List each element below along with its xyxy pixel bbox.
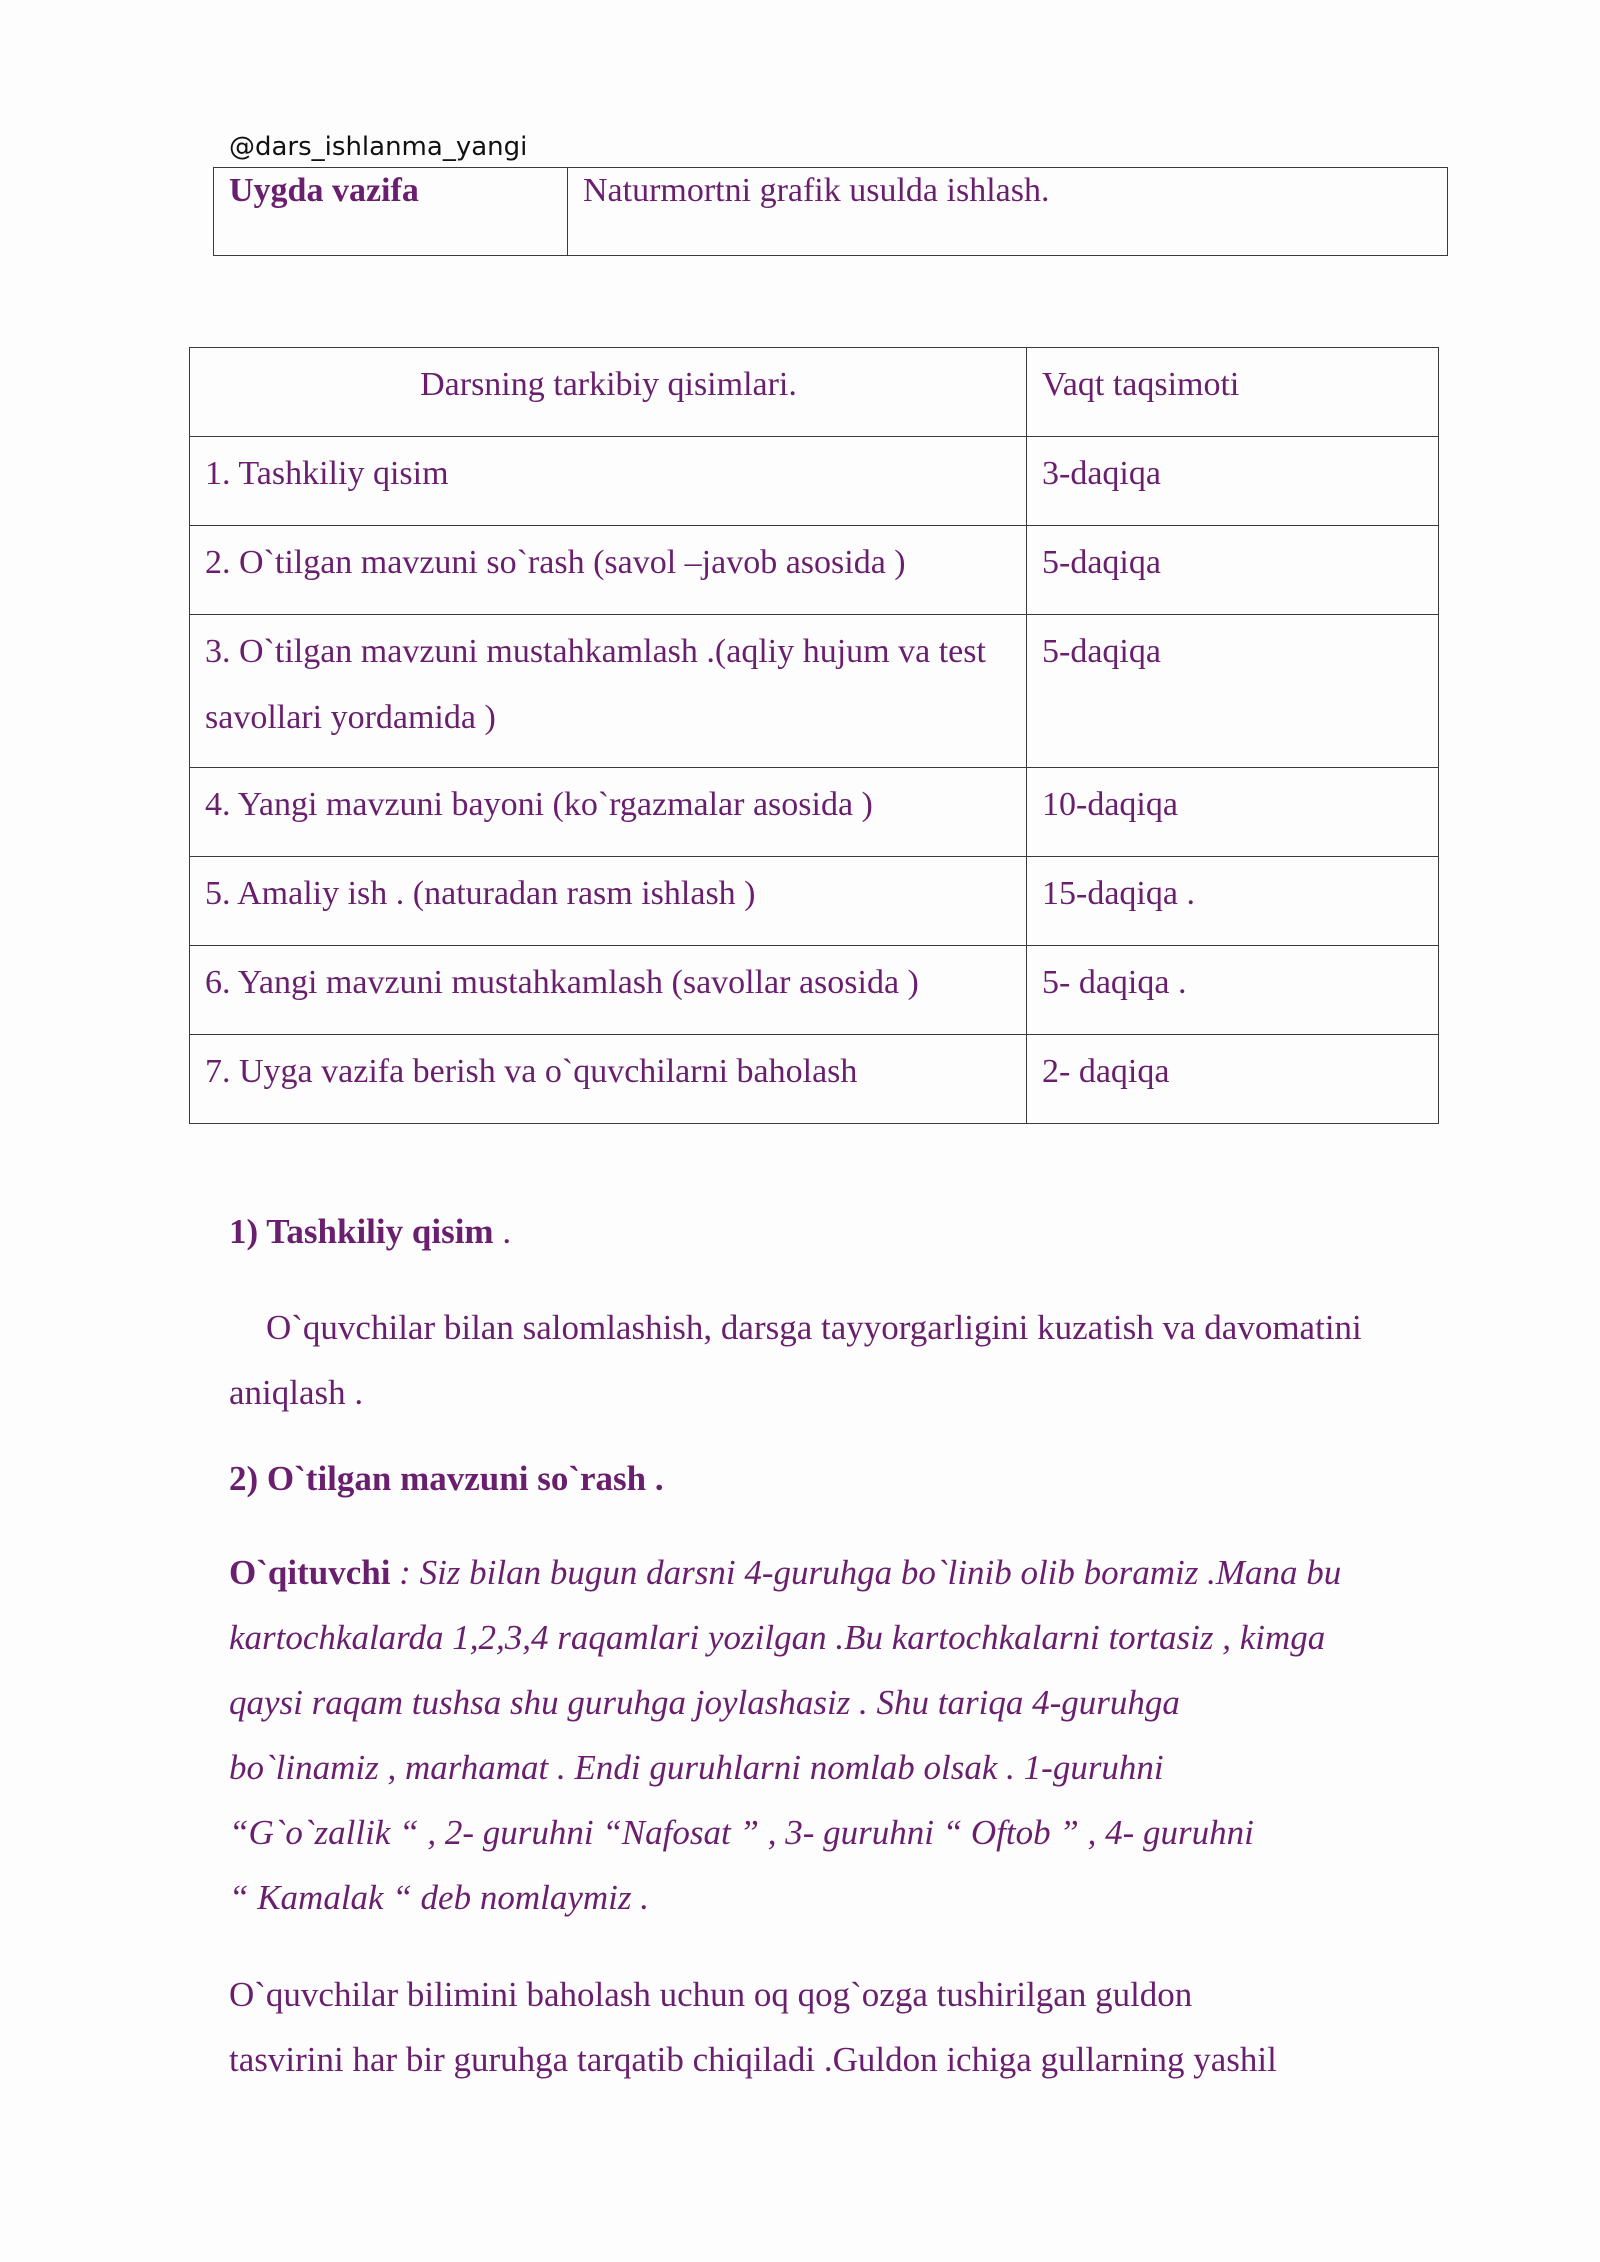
para2-line-1: O`quvchilar bilimini baholash uchun oq qog`ozga tushirilgan guldon — [229, 1975, 1193, 2014]
homework-label: Uygda vazifa — [214, 168, 568, 256]
section2-heading: 2) O`tilgan mavzuni so`rash . — [229, 1459, 664, 1498]
row-time: 5-daqiqa — [1027, 526, 1439, 615]
speech-line-5: “G`o`zallik “ , 2- guruhni “Nafosat ” , 3- guruhni “ Oftob ” , 4- guruhni — [229, 1813, 1254, 1852]
row-time: 5- daqiqa . — [1027, 946, 1439, 1035]
row-part: 2. O`tilgan mavzuni so`rash (savol –javob asosida ) — [190, 526, 1027, 615]
table-row — [190, 946, 1439, 1035]
speaker-label: O`qituvchi — [229, 1553, 391, 1592]
row-time: 5-daqiqa — [1027, 615, 1439, 768]
watermark: @dars_ishlanma_yangi — [229, 132, 528, 162]
speech-line-6: “ Kamalak “ deb nomlaymiz . — [229, 1878, 649, 1917]
speech-line-4: bo`linamiz , marhamat . Endi guruhlarni nomlab olsak . 1-guruhni — [229, 1748, 1164, 1787]
homework-table — [213, 167, 1448, 256]
section1-heading-text: 1) Tashkiliy qisim — [229, 1212, 494, 1251]
section1-heading-suffix: . — [493, 1212, 512, 1251]
table-row — [190, 857, 1439, 946]
speech-line-1: : Siz bilan bugun darsni 4-guruhga bo`linib olib boramiz .Mana bu — [390, 1553, 1342, 1592]
homework-value: Naturmortni grafik usulda ishlash. — [568, 168, 1448, 256]
row-time: 10-daqiqa — [1027, 768, 1439, 857]
section1-line-2: aniqlash . — [229, 1373, 364, 1412]
table-row — [190, 768, 1439, 857]
table-row — [190, 526, 1439, 615]
row-part: 6. Yangi mavzuni mustahkamlash (savollar asosida ) — [190, 946, 1027, 1035]
row-part: 3. O`tilgan mavzuni mustahkamlash .(aqliy hujum va test savollari yordamida ) — [190, 615, 1027, 768]
row-time: 15-daqiqa . — [1027, 857, 1439, 946]
column-header-parts: Darsning tarkibiy qisimlari. — [190, 348, 1027, 437]
table-row — [190, 1035, 1439, 1124]
lesson-plan-table — [189, 347, 1439, 1124]
row-time: 2- daqiqa — [1027, 1035, 1439, 1124]
table-row — [214, 168, 1448, 256]
table-row — [190, 437, 1439, 526]
row-part: 4. Yangi mavzuni bayoni (ko`rgazmalar asosida ) — [190, 768, 1027, 857]
table-header-row — [190, 348, 1439, 437]
speech-line-3: qaysi raqam tushsa shu guruhga joylashasiz . Shu tariqa 4-guruhga — [229, 1683, 1180, 1722]
table-row — [190, 615, 1439, 768]
row-part: 5. Amaliy ish . (naturadan rasm ishlash ) — [190, 857, 1027, 946]
section1-heading — [229, 1212, 511, 1252]
section1-paragraph — [229, 1295, 1484, 1425]
para2-line-2: tasvirini har bir guruhga tarqatib chiqiladi .Guldon ichiga gullarning yashil — [229, 2040, 1277, 2079]
section2-paragraph-2 — [229, 1962, 1484, 2092]
section1-line-1: O`quvchilar bilan salomlashish, darsga tayyorgarligini kuzatish va davomatini — [266, 1308, 1362, 1347]
speech-line-2: kartochkalarda 1,2,3,4 raqamlari yozilgan .Bu kartochkalarni tortasiz , kimga — [229, 1618, 1326, 1657]
row-time: 3-daqiqa — [1027, 437, 1439, 526]
row-part: 1. Tashkiliy qisim — [190, 437, 1027, 526]
section2-speech — [229, 1540, 1484, 1930]
column-header-time: Vaqt taqsimoti — [1027, 348, 1439, 437]
row-part: 7. Uyga vazifa berish va o`quvchilarni baholash — [190, 1035, 1027, 1124]
